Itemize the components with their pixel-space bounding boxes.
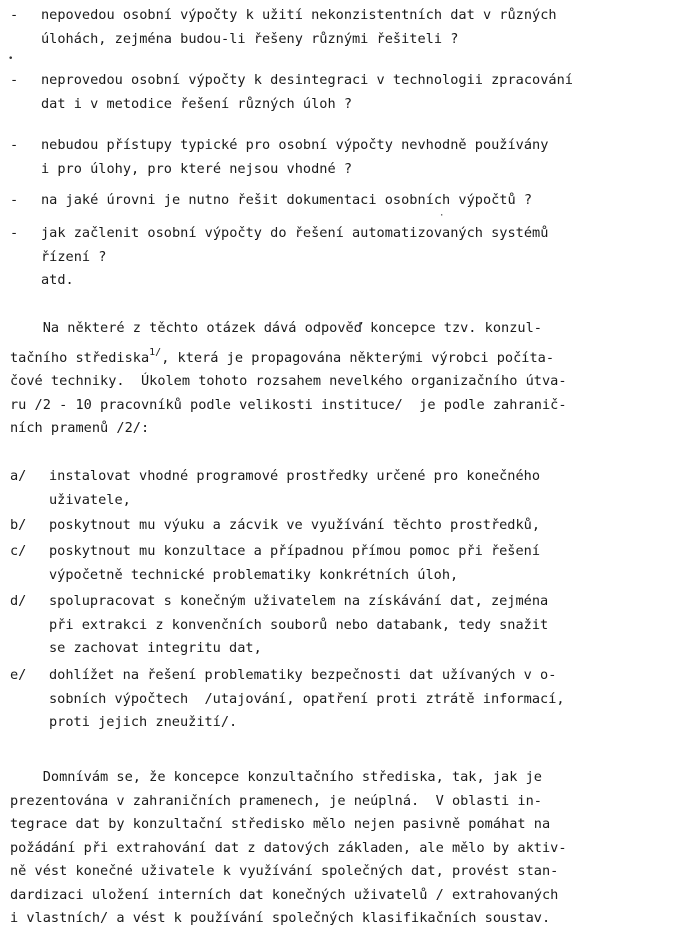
bullet-marker: - bbox=[10, 137, 19, 153]
text-line: jak začlenit osobní výpočty do řešení automatizovaných systémů bbox=[41, 225, 549, 241]
text-line: úlohách, zejména budou-li řešeny různými řešiteli ? bbox=[41, 30, 459, 47]
text-line: nebudou přístupy typické pro osobní výpočty nevhodně používány bbox=[41, 137, 549, 153]
text-line: sobních výpočtech /utajování, opatření proti ztrátě informací, bbox=[49, 690, 565, 707]
question-item bbox=[41, 189, 532, 213]
paragraph-consulting-center bbox=[10, 317, 567, 441]
scan-speck: • bbox=[8, 54, 14, 64]
text-line: uživatele, bbox=[49, 491, 131, 508]
text-line: spolupracovat s konečným uživatelem na získávání dat, zejména bbox=[49, 593, 549, 609]
bullet-marker: - bbox=[10, 225, 19, 241]
footnote-ref: 1/ bbox=[149, 346, 162, 358]
paragraph-opinion bbox=[10, 766, 567, 931]
text-fragment: , která je propagována některými výrobci počíta- bbox=[161, 349, 555, 366]
task-label: a/ bbox=[10, 468, 27, 484]
question-item bbox=[41, 222, 548, 293]
text-line: poskytnout mu výuku a zácvik ve využívání těchto prostředků, bbox=[49, 517, 541, 533]
text-line: tegrace dat by konzultační středisko mělo nejen pasivně pomáhat na bbox=[10, 816, 551, 832]
task-label: c/ bbox=[10, 543, 27, 559]
text-line: nepovedou osobní výpočty k užití nekonzistentních dat v různých bbox=[41, 7, 557, 23]
text-line: čové techniky. Úkolem tohoto rozsahem nevelkého organizačního útva- bbox=[10, 373, 567, 389]
text-line: požádání při extrahování dat z datových základen, ale mělo by aktiv- bbox=[10, 839, 567, 856]
task-item bbox=[49, 540, 540, 587]
task-label: e/ bbox=[10, 667, 27, 683]
text-line: dat i v metodice řešení různých úloh ? bbox=[41, 95, 352, 112]
bullet-marker: - bbox=[10, 7, 19, 23]
text-fragment: tačního střediska bbox=[10, 349, 150, 366]
text-line: ně vést konečné uživatele k využívání společných dat, provést stan- bbox=[10, 863, 559, 879]
text-line: i pro úlohy, pro které nejsou vhodné ? bbox=[41, 160, 352, 177]
task-item bbox=[49, 664, 565, 735]
text-line: proti jejich zneužití/. bbox=[49, 714, 238, 730]
text-line: Domnívám se, že koncepce konzultačního střediska, tak, jak je bbox=[10, 769, 542, 785]
text-line: dardizaci uložení interních dat konečných uživatelů / extrahovaných bbox=[10, 886, 559, 903]
scan-speck: · bbox=[439, 211, 445, 221]
text-line: neprovedou osobní výpočty k desintegraci v technologii zpracování bbox=[41, 72, 573, 88]
text-line: na jaké úrovni je nutno řešit dokumentaci osobních výpočtů ? bbox=[41, 192, 533, 208]
text-line: prezentována v zahraničních pramenech, je neúplná. V oblasti in- bbox=[10, 792, 542, 809]
text-line: se zachovat integritu dat, bbox=[49, 640, 262, 656]
task-label: d/ bbox=[10, 593, 27, 609]
text-line: poskytnout mu konzultace a případnou přímou pomoc při řešení bbox=[49, 543, 541, 559]
question-item bbox=[41, 4, 557, 51]
text-line: atd. bbox=[41, 272, 74, 288]
text-line: řízení ? bbox=[41, 248, 107, 265]
question-item bbox=[41, 134, 548, 181]
text-line: ru /2 - 10 pracovníků podle velikosti instituce/ je podle zahranič- bbox=[10, 396, 567, 413]
task-item bbox=[49, 590, 548, 661]
text-line: Na některé z těchto otázek dává odpověď koncepce tzv. konzul- bbox=[10, 320, 542, 336]
task-item bbox=[49, 465, 540, 512]
text-line bbox=[10, 341, 567, 371]
text-line: při extrakci z konvenčních souborů nebo databank, tedy snažit bbox=[49, 616, 549, 633]
text-line: i vlastních/ a vést k používání společných klasifikačních soustav. bbox=[10, 910, 551, 926]
text-line: ních pramenů /2/: bbox=[10, 420, 150, 436]
text-line: instalovat vhodné programové prostředky určené pro konečného bbox=[49, 468, 541, 484]
question-item bbox=[41, 69, 573, 116]
task-label: b/ bbox=[10, 517, 27, 533]
task-item bbox=[49, 514, 540, 538]
bullet-marker: - bbox=[10, 192, 19, 208]
text-line: výpočetně technické problematiky konkrétních úloh, bbox=[49, 566, 459, 583]
text-line: dohlížet na řešení problematiky bezpečnosti dat užívaných v o- bbox=[49, 667, 557, 683]
bullet-marker: - bbox=[10, 72, 19, 88]
